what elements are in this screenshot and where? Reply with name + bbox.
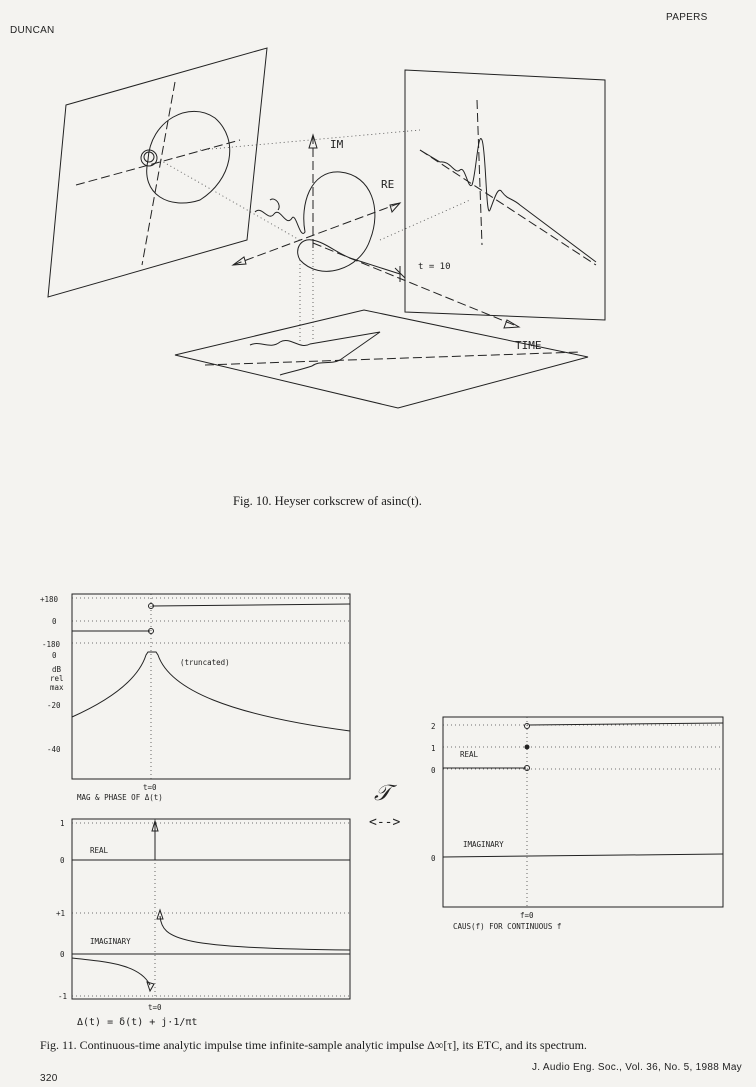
fig10-caption: Fig. 10. Heyser corkscrew of asinc(t). (233, 494, 422, 508)
fig11-tl-ytick-mag-1: dB (52, 665, 62, 674)
fig11-transform-arrow: <--> (369, 815, 401, 830)
fig11-bottom-left-panel (72, 819, 350, 999)
fig11-tl-ytick-phase-0: +180 (40, 595, 59, 604)
fig11-tl-ytick-mag-5: -40 (47, 745, 61, 754)
fig11-caption: Fig. 11. Continuous-time analytic impulse time infinite-sample analytic impulse Δ∞[τ], its ETC, and its spectrum. (40, 1038, 587, 1052)
fig11-r-ytick-imag: 0 (431, 854, 436, 863)
fig11-imag-curve-pos (160, 916, 350, 950)
fig11-tl-ytick-mag-0: 0 (52, 651, 57, 660)
fig11-bl-xtick: t=0 (148, 1003, 162, 1012)
fig11-r-ytick-real-1: 1 (431, 744, 436, 753)
fig11-tl-ytick-phase-1: 0 (52, 617, 57, 626)
fig11-r-label-imag: IMAGINARY (463, 840, 504, 849)
fig11-tl-ytick-mag-4: -20 (47, 701, 61, 710)
fig10-label-t: t = 10 (418, 262, 451, 272)
fig11-tl-annotation: (truncated) (180, 658, 230, 667)
fig11-bl-ytick-real-1: 0 (60, 856, 65, 865)
fig11-r-xtick: f=0 (520, 911, 534, 920)
fig11-tl-ytick-phase-2: -180 (42, 640, 61, 649)
fig10-label-re: RE (381, 178, 395, 191)
fig10-label-time: TIME (515, 339, 542, 352)
fig11-bl-ytick-imag-0: +1 (56, 909, 66, 918)
fig11-imag-curve-neg (72, 958, 150, 985)
fig11-top-left-panel (72, 594, 350, 779)
journal-citation: J. Audio Eng. Soc., Vol. 36, No. 5, 1988 May (532, 1062, 742, 1073)
fig11-tl-xtick: t=0 (143, 783, 157, 792)
running-header-section: PAPERS (666, 12, 708, 23)
fig11-tl-label: MAG & PHASE OF Δ(t) (77, 793, 163, 802)
fig11-bl-label-real: REAL (90, 846, 109, 855)
page-number: 320 (40, 1073, 58, 1084)
fig11-r-ytick-real-2: 0 (431, 766, 436, 775)
fig11-r-ytick-real-0: 2 (431, 722, 436, 731)
fig10-label-im: IM (330, 138, 344, 151)
fig11-tl-ytick-mag-3: max (50, 683, 64, 692)
running-header-author: DUNCAN (10, 25, 55, 36)
fig11-bl-formula: Δ(t) = δ(t) + j·1/πt (77, 1017, 198, 1028)
fig11-bl-ytick-imag-2: -1 (58, 992, 68, 1001)
fig11-transform-symbol: 𝒯 (374, 781, 391, 806)
fig11-bl-ytick-real-0: 1 (60, 819, 65, 828)
fig11-tl-ytick-mag-2: rel (50, 674, 64, 683)
fig11-bl-label-imag: IMAGINARY (90, 937, 131, 946)
fig11-r-label-real: REAL (460, 750, 479, 759)
fig11-right-panel (443, 717, 723, 907)
fig11-bl-ytick-imag-1: 0 (60, 950, 65, 959)
fig11-r-label: CAUS(f) FOR CONTINUOUS f (453, 922, 562, 931)
